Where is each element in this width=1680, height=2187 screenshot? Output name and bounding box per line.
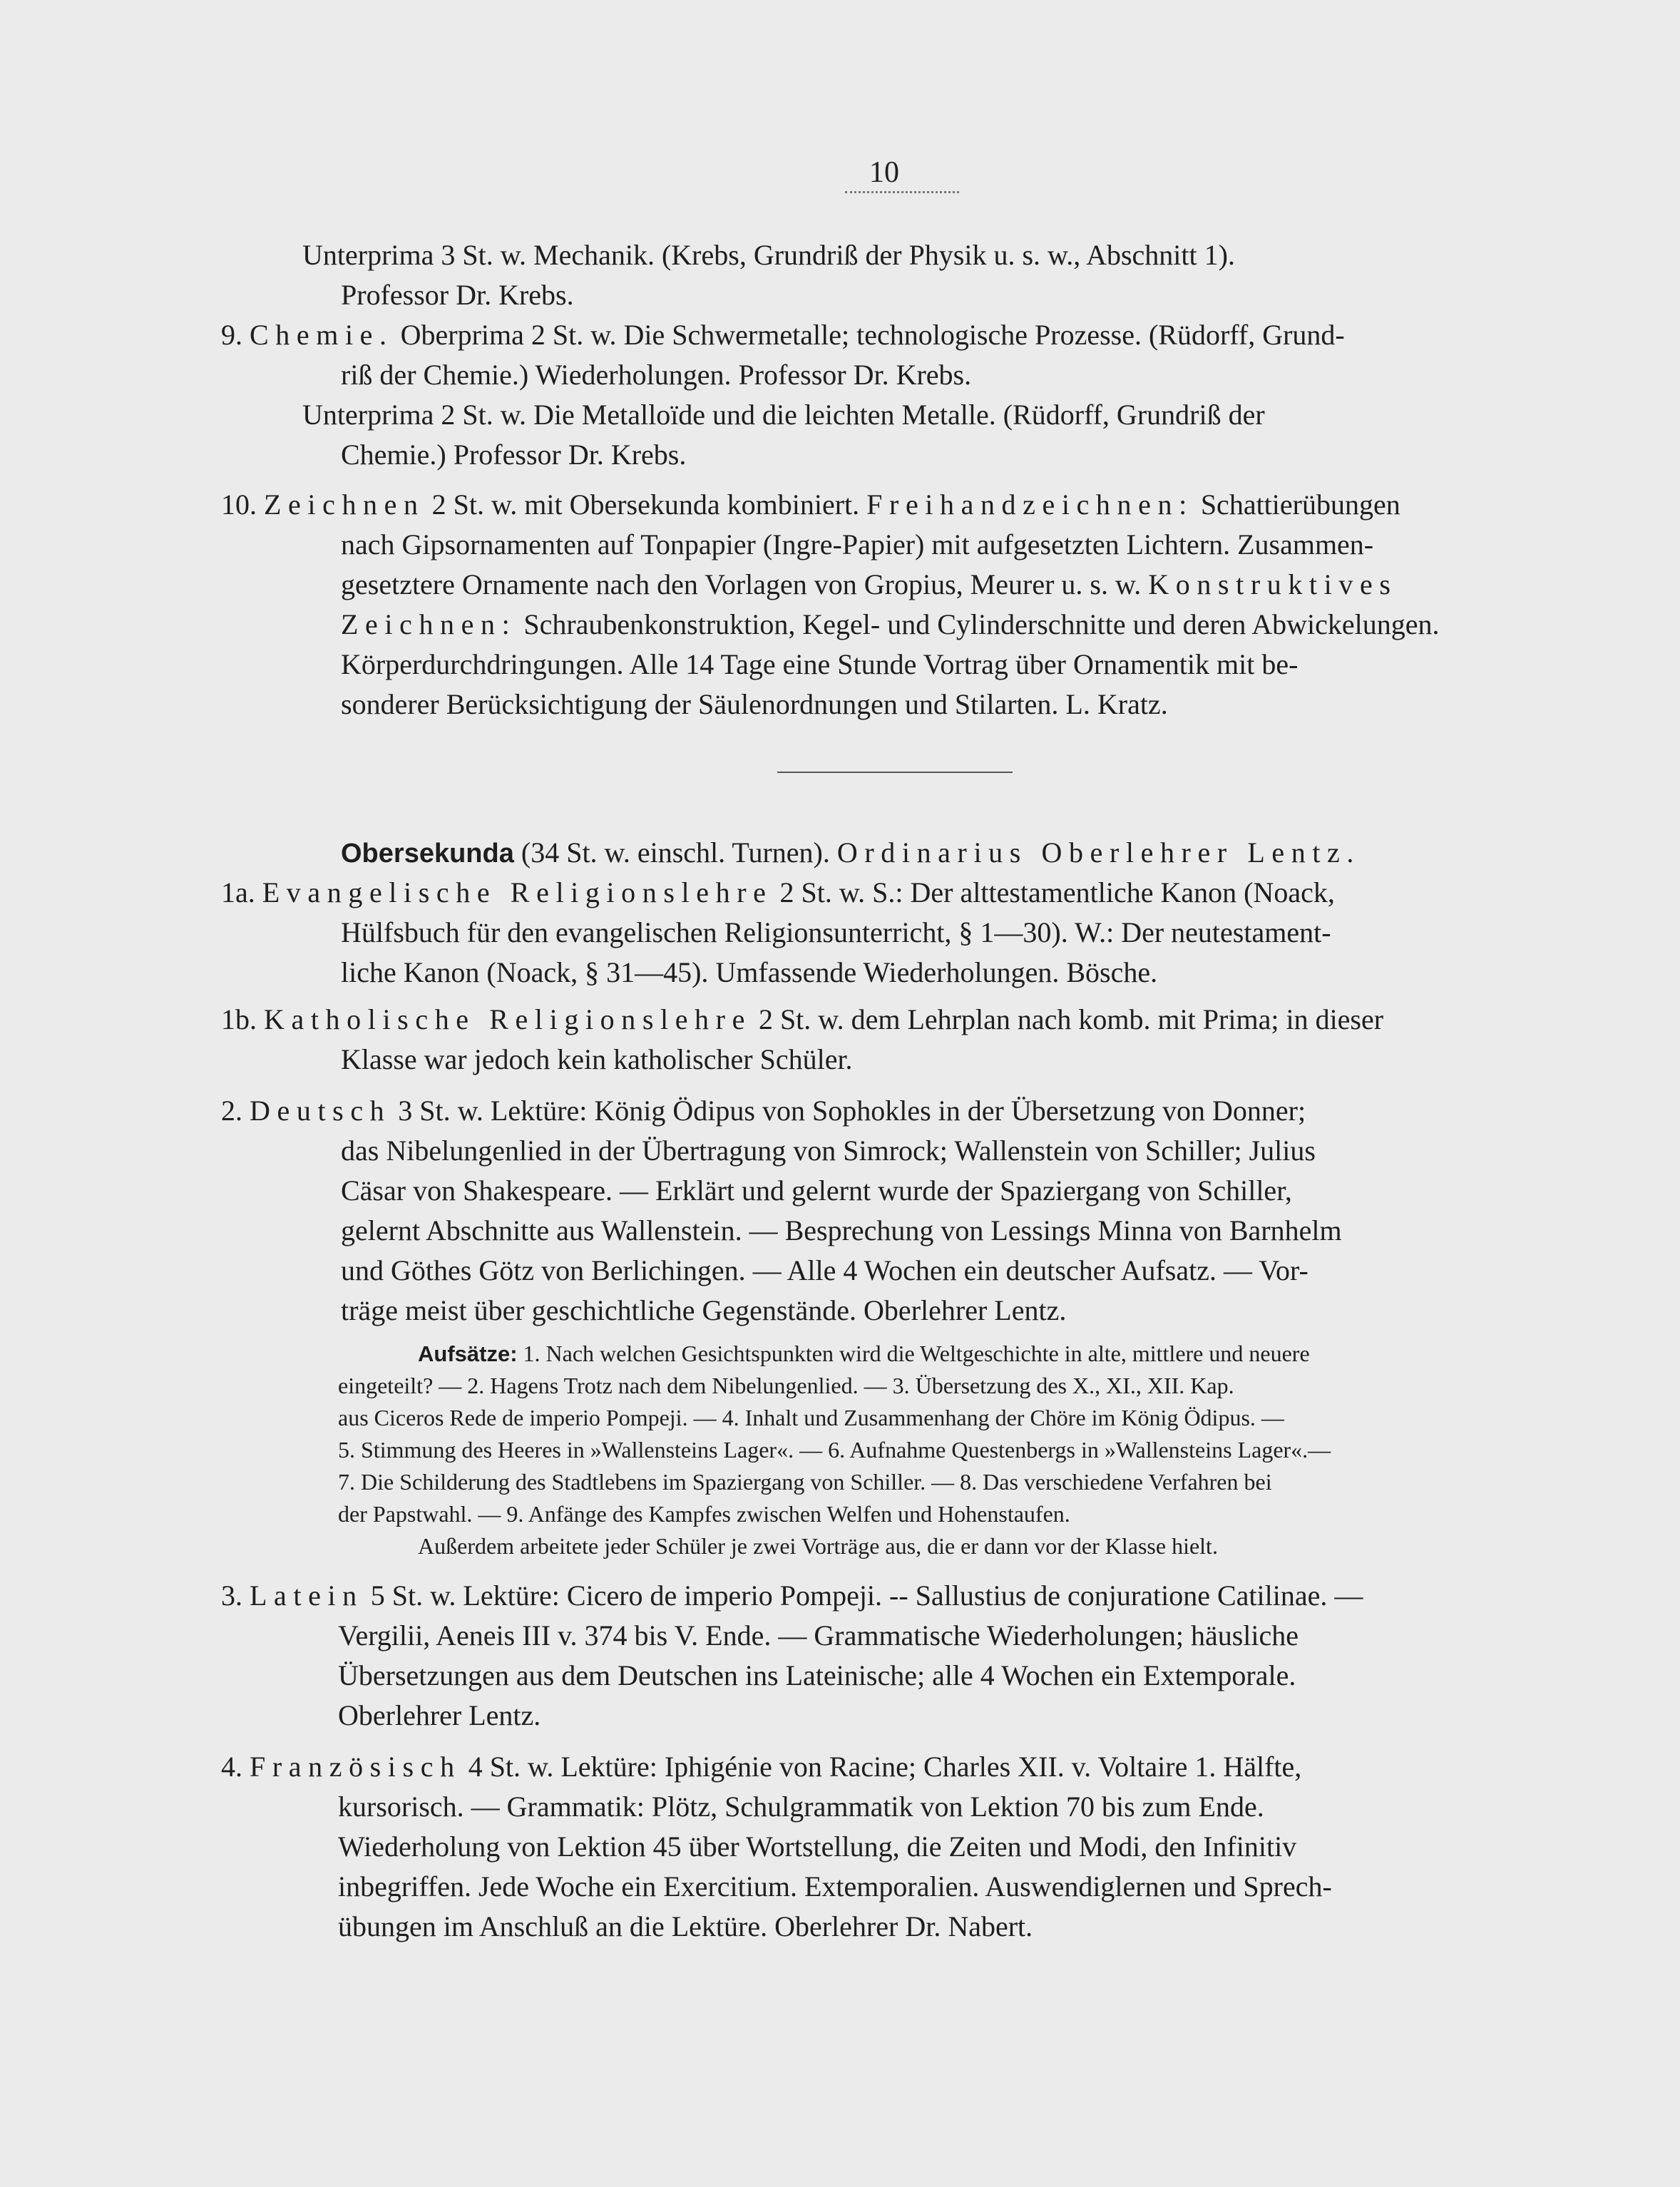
line-text: Schattierübungen	[1193, 488, 1400, 521]
subsection-title: Konstruktives	[1148, 568, 1398, 600]
line-text: Vergilii, Aeneis III v. 374 bis V. Ende. — Grammatische Wiederholungen; häusliche	[338, 1619, 1299, 1651]
text-line	[341, 1251, 1308, 1291]
text-line	[341, 435, 686, 476]
text-line	[338, 1656, 1296, 1696]
text-line	[341, 565, 1397, 605]
text-line	[341, 1171, 1292, 1212]
subject-title: Zeichnen	[264, 488, 425, 521]
line-text: 2 St. w. mit Obersekunda kombiniert.	[424, 488, 867, 521]
text-line	[221, 485, 1400, 526]
text-line	[338, 1907, 1033, 1947]
text-line	[221, 1000, 1383, 1040]
subsection-title: Zeichnen:	[341, 608, 517, 640]
essay-line	[338, 1498, 1070, 1530]
line-text: 5 St. w. Lektüre: Cicero de imperio Pompeji. -- Sallustius de conjuratione Catilinae. —	[363, 1579, 1363, 1612]
page-number-ornament	[845, 191, 959, 193]
text-line	[338, 1867, 1332, 1907]
item-number: 1a.	[221, 876, 262, 908]
text-line	[341, 645, 1298, 685]
line-text: träge meist über geschichtliche Gegenstände. Oberlehrer Lentz.	[341, 1294, 1067, 1326]
ordinarius: Ordinarius Oberlehrer Lentz.	[836, 836, 1361, 869]
text-line	[338, 1827, 1296, 1868]
line-text: Unterprima 2 St. w. Die Metalloïde und die leichten Metalle. (Rüdorff, Grundriß der	[302, 399, 1265, 431]
item-number: 3.	[221, 1579, 250, 1612]
line-text: aus Ciceros Rede de imperio Pompeji. — 4. Inhalt und Zusammenhang der Chöre im König Ödipus. —	[338, 1405, 1284, 1430]
line-text: Übersetzungen aus dem Deutschen ins Lateinische; alle 4 Wochen ein Extemporale.	[338, 1659, 1296, 1691]
line-text: und Göthes Götz von Berlichingen. — Alle 4 Wochen ein deutscher Aufsatz. — Vor-	[341, 1254, 1308, 1286]
essay-line	[338, 1434, 1331, 1466]
subject-title: Französisch	[250, 1751, 461, 1783]
line-text: kursorisch. — Grammatik: Plötz, Schulgrammatik von Lektion 70 bis zum Ende.	[338, 1791, 1264, 1823]
essay-line	[418, 1530, 1218, 1562]
text-line	[341, 1291, 1066, 1331]
line-text: nach Gipsornamenten auf Tonpapier (Ingre-Papier) mit aufgesetzten Lichtern. Zusammen-	[341, 528, 1374, 560]
line-text: Professor Dr. Krebs.	[341, 279, 574, 311]
text-line	[341, 1211, 1342, 1251]
line-text: gelernt Abschnitte aus Wallenstein. — Besprechung von Lessings Minna von Barnhelm	[341, 1214, 1342, 1246]
text-line	[221, 1091, 1306, 1132]
line-text: Chemie.) Professor Dr. Krebs.	[341, 439, 687, 471]
text-line	[341, 685, 1168, 725]
subject-title: Chemie.	[250, 319, 394, 351]
text-line	[341, 953, 1157, 993]
line-text: 1. Nach welchen Gesichtspunkten wird die Weltgeschichte in alte, mittlere und neuere	[517, 1341, 1310, 1366]
subject-title: Katholische Religionslehre	[264, 1003, 752, 1035]
item-number: 2.	[221, 1095, 250, 1127]
text-line	[221, 1576, 1363, 1617]
text-line	[302, 395, 1265, 436]
text-line	[221, 315, 1345, 356]
line-text: Klasse war jedoch kein katholischer Schüler.	[341, 1043, 853, 1075]
line-text: gesetztere Ornamente nach den Vorlagen von Gropius, Meurer u. s. w.	[341, 568, 1149, 600]
line-text: 7. Die Schilderung des Stadtlebens im Spaziergang von Schiller. — 8. Das verschiedene Verfahren bei	[338, 1469, 1272, 1495]
line-text: 5. Stimmung des Heeres in »Wallensteins Lager«. — 6. Aufnahme Questenbergs in »Wallensteins Lager«.—	[338, 1437, 1331, 1463]
item-number: 10.	[221, 488, 264, 521]
line-text: Unterprima 3 St. w. Mechanik. (Krebs, Grundriß der Physik u. s. w., Abschnitt 1).	[302, 239, 1235, 271]
section-divider	[777, 772, 1013, 773]
line-text: Schraubenkonstruktion, Kegel- und Cylinderschnitte und deren Abwickelungen.	[516, 608, 1440, 640]
line-text: Oberprima 2 St. w. Die Schwermetalle; technologische Prozesse. (Rüdorff, Grund-	[393, 319, 1345, 351]
line-text: Hülfsbuch für den evangelischen Religionsunterricht, § 1—30). W.: Der neutestament-	[341, 916, 1331, 948]
essay-line	[338, 1370, 1234, 1402]
line-text: 3 St. w. Lektüre: König Ödipus von Sophokles in der Übersetzung von Donner;	[391, 1095, 1306, 1127]
heading-text: (34 St. w. einschl. Turnen).	[513, 836, 837, 869]
page-number: 10	[869, 156, 899, 189]
line-text: Oberlehrer Lentz.	[338, 1699, 541, 1731]
text-line	[338, 1616, 1299, 1656]
item-number: 4.	[221, 1751, 250, 1783]
line-text: eingeteilt? — 2. Hagens Trotz nach dem Nibelungenlied. — 3. Übersetzung des X., XI., XII. Kap.	[338, 1373, 1234, 1398]
subject-title: Latein	[250, 1579, 364, 1612]
text-line	[221, 1747, 1301, 1788]
line-text: 2 St. w. dem Lehrplan nach komb. mit Prima; in dieser	[751, 1003, 1384, 1035]
text-line	[341, 525, 1373, 565]
text-line	[341, 275, 574, 316]
essay-line	[338, 1402, 1284, 1434]
line-text: Cäsar von Shakespeare. — Erklärt und gelernt wurde der Spaziergang von Schiller,	[341, 1174, 1292, 1207]
line-text: 4 St. w. Lektüre: Iphigénie von Racine; Charles XII. v. Voltaire 1. Hälfte,	[461, 1751, 1302, 1783]
line-text: Wiederholung von Lektion 45 über Wortstellung, die Zeiten und Modi, den Infinitiv	[338, 1830, 1297, 1863]
line-text: der Papstwahl. — 9. Anfänge des Kampfes zwischen Welfen und Hohenstaufen.	[338, 1501, 1070, 1527]
text-line	[341, 605, 1440, 645]
text-line	[341, 1040, 853, 1080]
line-text: riß der Chemie.) Wiederholungen. Professor Dr. Krebs.	[341, 359, 972, 391]
line-text: inbegriffen. Jede Woche ein Exercitium. Extemporalien. Auswendiglernen und Sprech-	[338, 1870, 1332, 1902]
class-heading	[341, 833, 1361, 874]
line-text: liche Kanon (Noack, § 31—45). Umfassende Wiederholungen. Bösche.	[341, 956, 1158, 988]
subject-title: Deutsch	[250, 1095, 391, 1127]
line-text: übungen im Anschluß an die Lektüre. Oberlehrer Dr. Nabert.	[338, 1910, 1033, 1942]
class-title: Obersekunda	[341, 839, 514, 869]
text-line	[221, 873, 1335, 913]
line-text: das Nibelungenlied in der Übertragung von Simrock; Wallenstein von Schiller; Julius	[341, 1135, 1316, 1167]
text-line	[338, 1696, 541, 1736]
text-line	[341, 1131, 1316, 1172]
line-text: sonderer Berücksichtigung der Säulenordnungen und Stilarten. L. Kratz.	[341, 688, 1168, 720]
item-number: 1b.	[221, 1003, 264, 1035]
text-line	[302, 235, 1235, 276]
item-number: 9.	[221, 319, 250, 351]
essays-label: Aufsätze:	[418, 1341, 518, 1366]
text-line	[341, 913, 1331, 953]
subsection-title: Freihandzeichnen:	[866, 488, 1194, 521]
line-text: Außerdem arbeitete jeder Schüler je zwei Vorträge aus, die er dann vor der Klasse hielt.	[418, 1533, 1218, 1559]
essay-line	[338, 1466, 1272, 1498]
text-line	[338, 1787, 1264, 1828]
essay-line	[418, 1338, 1310, 1370]
subject-title: Evangelische Religionslehre	[262, 876, 773, 908]
line-text: Körperdurchdringungen. Alle 14 Tage eine Stunde Vortrag über Ornamentik mit be-	[341, 648, 1299, 680]
text-line	[341, 355, 971, 396]
line-text: 2 St. w. S.: Der alttestamentliche Kanon (Noack,	[772, 876, 1335, 908]
